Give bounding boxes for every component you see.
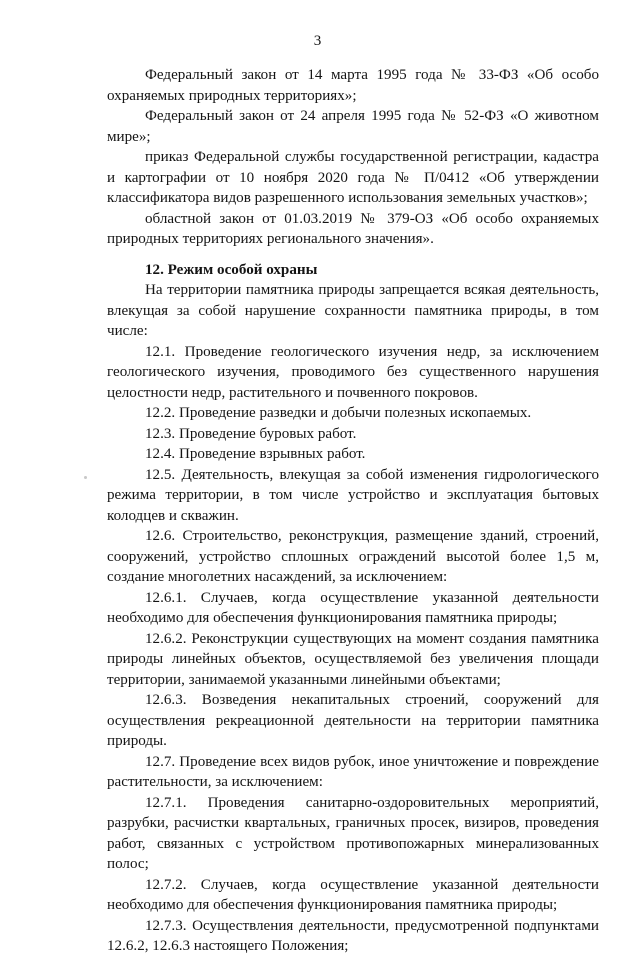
document-body bbox=[107, 65, 599, 957]
section-paragraph: 12.7. Проведение всех видов рубок, иное уничтожение и повреждение растительности, за исключением: bbox=[107, 753, 599, 790]
section-paragraph: 12.6.2. Реконструкции существующих на момент создания памятника природы линейных объектов, осуществляемой без увеличения площади территории, занимаемой указанными линейными объектами; bbox=[107, 630, 599, 688]
section-paragraph: 12.6. Строительство, реконструкция, размещение зданий, строений, сооружений, устройство сплошных ограждений высотой более 1,5 м, создание многолетних насаждений, за исключением: bbox=[107, 528, 599, 585]
section-paragraph: 12.6.1. Случаев, когда осуществление указанной деятельности необходимо для обеспечения функционирования памятника природы; bbox=[107, 589, 599, 626]
section-paragraph: 12.7.1. Проведения санитарно-оздоровительных мероприятий, разрубки, расчистки квартальных, граничных просек, визиров, проведения работ, связанных с устройством противопожарных минерализованных полос; bbox=[107, 794, 599, 872]
scan-speck bbox=[84, 476, 87, 479]
page-number: 3 bbox=[313, 33, 322, 49]
law-item: областной закон от 01.03.2019 № 379-ОЗ «Об особо охраняемых природных территориях регионального значения». bbox=[107, 210, 599, 247]
section-paragraph: 12.4. Проведение взрывных работ. bbox=[145, 446, 366, 462]
section-paragraph: 12.6.3. Возведения некапитальных строений, сооружений для осуществления рекреационной деятельности на территории памятника природы. bbox=[107, 692, 599, 749]
section-paragraph: 12.5. Деятельность, влекущая за собой изменения гидрологического режима территории, в том числе устройство и эксплуатация бытовых колодцев и скважин. bbox=[107, 466, 599, 524]
law-item: Федеральный закон от 14 марта 1995 года № 33-ФЗ «Об особо охраняемых природных территориях»; bbox=[107, 67, 599, 104]
law-item: приказ Федеральной службы государственной регистрации, кадастра и картографии от 10 ноября 2020 года № П/0412 «Об утверждении классификатора видов разрешенного использования земельных участков»; bbox=[107, 149, 599, 206]
section-heading: 12. Режим особой охраны bbox=[145, 261, 318, 278]
section-paragraph: 12.1. Проведение геологического изучения недр, за исключением геологического изучения, проводимого без существенного нарушения целостности недр, растительного и почвенного покровов. bbox=[107, 343, 599, 401]
section-paragraph: 12.7.2. Случаев, когда осуществление указанной деятельности необходимо для обеспечения функционирования памятника природы; bbox=[107, 876, 599, 913]
spacer bbox=[107, 250, 599, 260]
section-paragraph: 12.2. Проведение разведки и добычи полезных ископаемых. bbox=[145, 405, 532, 421]
law-item: Федеральный закон от 24 апреля 1995 года № 52-ФЗ «О животном мире»; bbox=[107, 108, 599, 145]
section-paragraph: 12.7.3. Осуществления деятельности, предусмотренной подпунктами 12.6.2, 12.6.3 настоящего Положения; bbox=[107, 917, 599, 954]
section-paragraph: На территории памятника природы запрещается всякая деятельность, влекущая за собой нарушение сохранности памятника природы, в том числе: bbox=[107, 282, 599, 339]
section-paragraph: 12.3. Проведение буровых работ. bbox=[145, 425, 357, 442]
